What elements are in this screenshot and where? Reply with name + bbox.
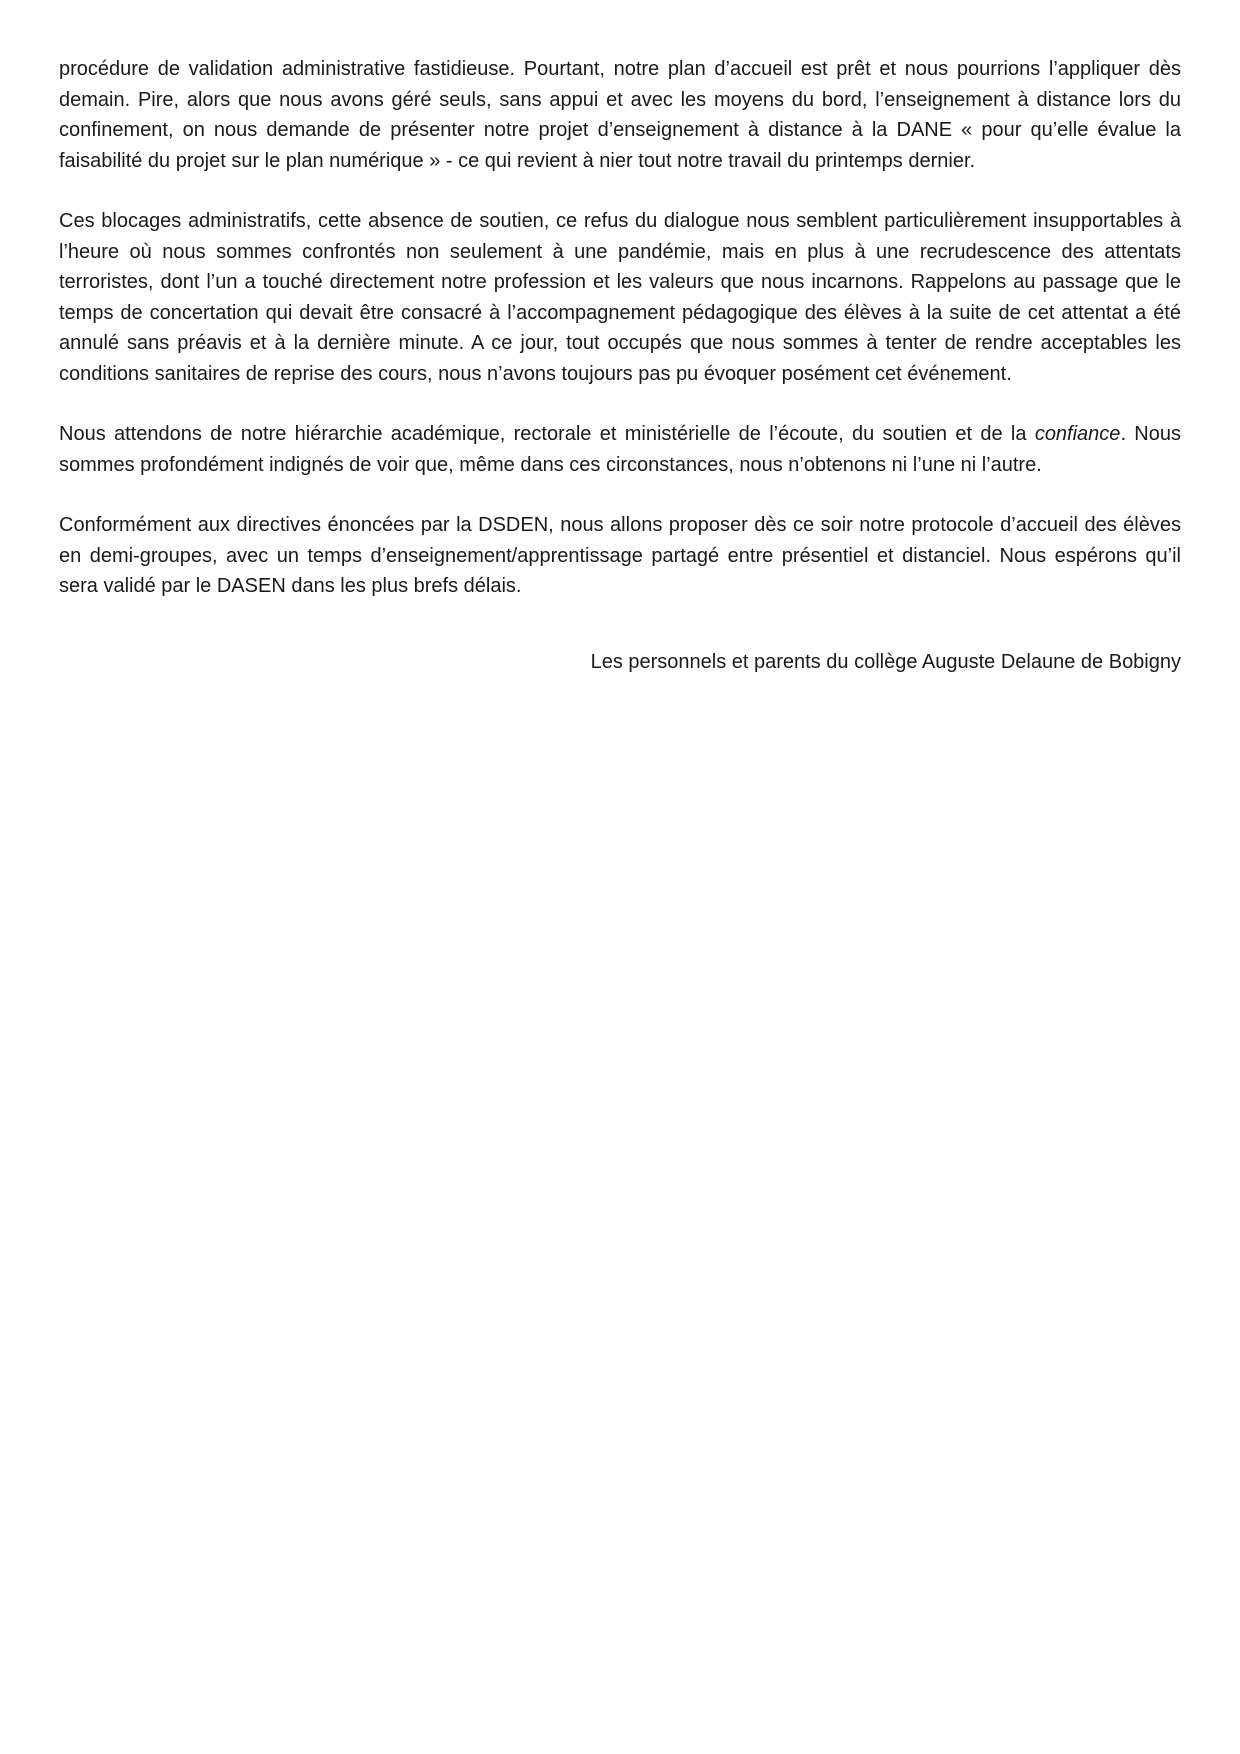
document-page xyxy=(59,54,1181,707)
paragraph-expectations-text-end: . Nous sommes profondément indignés de voir que, même dans ces circonstances, nous n’obtenons ni l’une ni l’autre. xyxy=(59,423,1181,476)
emphasized-word-confiance: confiance xyxy=(1034,423,1121,445)
paragraph-protocol-proposal: Conformément aux directives énoncées par la DSDEN, nous allons proposer dès ce soir notre protocole d’accueil des élèves en demi-groupes, avec un temps d’enseignement/apprentissage partagé entre présentiel et distanciel. Nous espérons qu’il sera validé par le DASEN dans les plus brefs délais. xyxy=(59,514,1181,597)
signature-line: Les personnels et parents du collège Auguste Delaune de Bobigny xyxy=(590,650,1181,673)
paragraph-administrative-procedure: procédure de validation administrative fastidieuse. Pourtant, notre plan d’accueil est prêt et nous pourrions l’appliquer dès demain. Pire, alors que nous avons géré seuls, sans appui et avec les moyens du bord, l’enseignement à distance lors du confinement, on nous demande de présenter notre projet d’enseignement à distance à la DANE « pour qu’elle évalue la faisabilité du projet sur le plan numérique » - ce qui revient à nier tout notre travail du printemps dernier. xyxy=(59,58,1181,172)
paragraph-expectations xyxy=(59,419,1181,480)
paragraph-expectations-text-start: Nous attendons de notre hiérarchie académique, rectorale et ministérielle de l’écoute, du soutien et de la xyxy=(59,423,1035,445)
paragraph-administrative-blockages: Ces blocages administratifs, cette absence de soutien, ce refus du dialogue nous semblent particulièrement insupportables à l’heure où nous sommes confrontés non seulement à une pandémie, mais en plus à une recrudescence des attentats terroristes, dont l’un a touché directement notre profession et les valeurs que nous incarnons. Rappelons au passage que le temps de concertation qui devait être consacré à l’accompagnement pédagogique des élèves à la suite de cet attentat a été annulé sans préavis et à la dernière minute. A ce jour, tout occupés que nous sommes à tenter de rendre acceptables les conditions sanitaires de reprise des cours, nous n’avons toujours pas pu évoquer posément cet événement. xyxy=(59,210,1181,385)
